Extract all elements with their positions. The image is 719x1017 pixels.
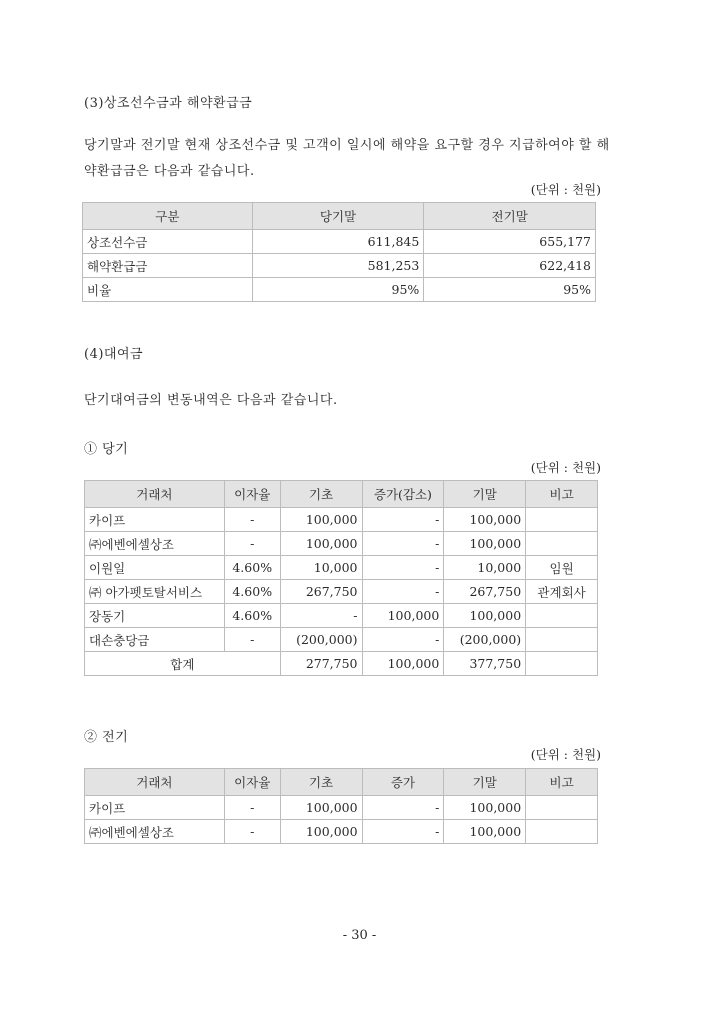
table-cell: 100,000 [362,604,444,628]
table-cell: 장동기 [85,604,225,628]
table-cell [526,508,598,532]
table-cell: 100,000 [444,796,526,820]
column-header: 비고 [526,481,598,508]
table-cell: 관계회사 [526,580,598,604]
page-number: - 30 - [342,928,377,943]
table-cell: 95% [424,278,596,302]
table-cell: - [224,532,280,556]
advance-refund-table [82,202,596,302]
table-cell: 655,177 [424,230,596,254]
table-cell: - [362,556,444,580]
column-header: 증가 [362,769,444,796]
table-total-row [85,652,598,676]
table-cell: 100,000 [444,532,526,556]
table-row [85,508,598,532]
table-cell: 267,750 [444,580,526,604]
column-header: 증가(감소) [362,481,444,508]
prior-unit-label: (단위 : 천원) [530,747,601,762]
table-cell: 4.60% [224,580,280,604]
table-row [83,278,596,302]
table-row [85,532,598,556]
table-row [85,820,598,844]
table-cell: 100,000 [280,820,362,844]
table-cell: - [224,820,280,844]
table-row [83,230,596,254]
table-cell: 100,000 [280,532,362,556]
table-cell: 100,000 [444,508,526,532]
table-cell: (200,000) [280,628,362,652]
table-cell: 267,750 [280,580,362,604]
table-cell: 10,000 [444,556,526,580]
table-cell: 100,000 [362,652,444,676]
table-cell: - [224,508,280,532]
column-header: 기말 [444,769,526,796]
column-header: 전기말 [424,203,596,230]
table-cell: 622,418 [424,254,596,278]
table-header-row [85,481,598,508]
table-cell: 581,253 [252,254,424,278]
table-cell: - [362,628,444,652]
table-cell [526,820,598,844]
table-row [85,556,598,580]
table-cell: 비율 [83,278,253,302]
table-cell: 상조선수금 [83,230,253,254]
table-cell: 이원일 [85,556,225,580]
column-header: 거래처 [85,481,225,508]
column-header: 기말 [444,481,526,508]
table-cell: - [224,796,280,820]
table-cell: 611,845 [252,230,424,254]
column-header: 이자율 [224,769,280,796]
table-cell [526,652,598,676]
table-cell: 100,000 [444,604,526,628]
table-cell: 임원 [526,556,598,580]
column-header: 구분 [83,203,253,230]
section3-heading: (3)상조선수금과 해약환급금 [84,96,253,111]
total-label: 합계 [85,652,281,676]
section3-paragraph-line1: 당기말과 전기말 현재 상조선수금 및 고객이 일시에 해약을 요구할 경우 지급하여야 할 해 [84,138,610,153]
current-unit-label: (단위 : 천원) [530,460,601,475]
current-loans-table [84,480,598,676]
table-row [85,580,598,604]
table-header-row [83,203,596,230]
prior-period-title: ② 전기 [84,730,129,745]
table-cell [526,628,598,652]
table-cell: 카이프 [85,796,225,820]
section3-unit-label: (단위 : 천원) [530,182,601,197]
table-cell [526,796,598,820]
table-cell: 95% [252,278,424,302]
table-cell: 100,000 [280,508,362,532]
current-period-title: ① 당기 [84,442,129,457]
section3-paragraph-line2: 약환급금은 다음과 같습니다. [84,164,255,179]
table-cell: 대손충당금 [85,628,225,652]
table-cell: - [362,532,444,556]
table-cell: - [280,604,362,628]
table-cell: 해약환급금 [83,254,253,278]
table-row [85,796,598,820]
table-header-row [85,769,598,796]
table-cell: 카이프 [85,508,225,532]
table-cell [526,604,598,628]
table-cell: 4.60% [224,556,280,580]
table-cell: - [362,508,444,532]
table-cell: 377,750 [444,652,526,676]
table-cell: 100,000 [444,820,526,844]
column-header: 이자율 [224,481,280,508]
table-cell: ㈜에벤에셀상조 [85,532,225,556]
column-header: 기초 [280,481,362,508]
column-header: 당기말 [252,203,424,230]
table-cell: ㈜ 아가펫토탈서비스 [85,580,225,604]
table-row [85,604,598,628]
table-cell: - [362,796,444,820]
table-cell [526,532,598,556]
section4-paragraph: 단기대여금의 변동내역은 다음과 같습니다. [84,393,338,408]
table-row [83,254,596,278]
table-cell: 100,000 [280,796,362,820]
section4-heading: (4)대여금 [84,347,144,362]
table-cell: ㈜에벤에셀상조 [85,820,225,844]
table-cell: - [362,580,444,604]
table-row [85,628,598,652]
table-cell: 277,750 [280,652,362,676]
prior-loans-table [84,768,598,844]
table-cell: 4.60% [224,604,280,628]
table-cell: (200,000) [444,628,526,652]
column-header: 비고 [526,769,598,796]
table-cell: - [224,628,280,652]
table-cell: - [362,820,444,844]
column-header: 기초 [280,769,362,796]
table-cell: 10,000 [280,556,362,580]
column-header: 거래처 [85,769,225,796]
